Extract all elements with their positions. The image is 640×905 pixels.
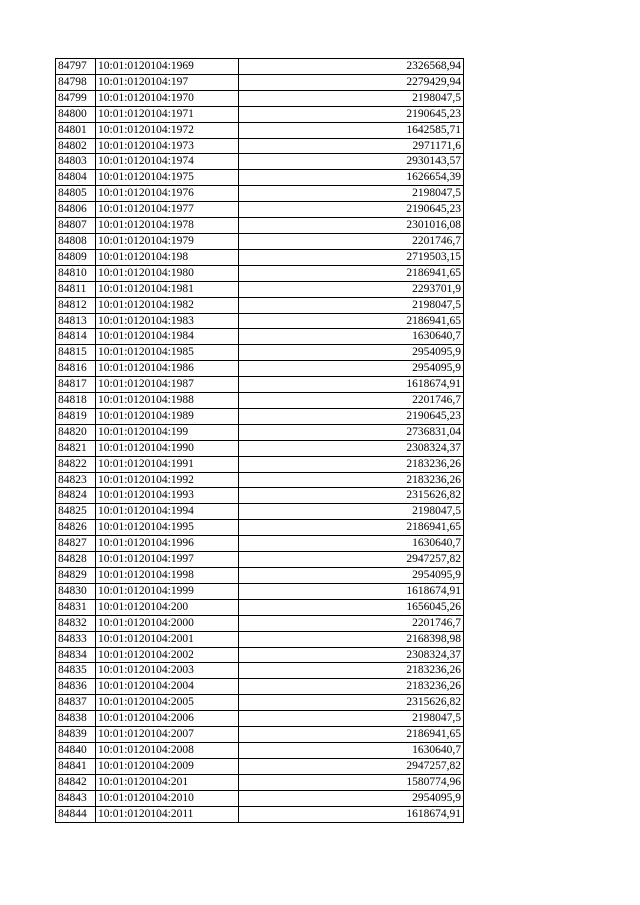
value-cell: 1642585,71	[239, 122, 464, 138]
row-id-cell: 84831	[56, 599, 96, 615]
table-row	[56, 59, 464, 75]
value-cell: 1580774,96	[239, 774, 464, 790]
cadastral-number-cell: 10:01:0120104:200	[96, 599, 239, 615]
table-row	[56, 393, 464, 409]
value-cell: 2198047,5	[239, 711, 464, 727]
cadastral-number-cell: 10:01:0120104:1986	[96, 361, 239, 377]
row-id-cell: 84815	[56, 345, 96, 361]
table-row	[56, 361, 464, 377]
row-id-cell: 84824	[56, 488, 96, 504]
cadastral-number-cell: 10:01:0120104:2010	[96, 790, 239, 806]
row-id-cell: 84818	[56, 393, 96, 409]
value-cell: 1626654,39	[239, 170, 464, 186]
row-id-cell: 84804	[56, 170, 96, 186]
table-row	[56, 711, 464, 727]
row-id-cell: 84816	[56, 361, 96, 377]
value-cell: 2954095,9	[239, 790, 464, 806]
row-id-cell: 84802	[56, 138, 96, 154]
table-row	[56, 281, 464, 297]
row-id-cell: 84803	[56, 154, 96, 170]
cadastral-number-cell: 10:01:0120104:1987	[96, 377, 239, 393]
value-cell: 2947257,82	[239, 552, 464, 568]
cadastral-number-cell: 10:01:0120104:1984	[96, 329, 239, 345]
row-id-cell: 84828	[56, 552, 96, 568]
cadastral-number-cell: 10:01:0120104:2011	[96, 806, 239, 822]
table-row	[56, 647, 464, 663]
table-row	[56, 774, 464, 790]
table-row	[56, 599, 464, 615]
table-row	[56, 106, 464, 122]
cadastral-number-cell: 10:01:0120104:1971	[96, 106, 239, 122]
cadastral-number-cell: 10:01:0120104:1975	[96, 170, 239, 186]
cadastral-number-cell: 10:01:0120104:2005	[96, 695, 239, 711]
row-id-cell: 84822	[56, 456, 96, 472]
row-id-cell: 84843	[56, 790, 96, 806]
row-id-cell: 84823	[56, 472, 96, 488]
value-cell: 2183236,26	[239, 456, 464, 472]
value-cell: 1618674,91	[239, 583, 464, 599]
table-row	[56, 329, 464, 345]
value-cell: 2279429,94	[239, 74, 464, 90]
table-row	[56, 663, 464, 679]
row-id-cell: 84842	[56, 774, 96, 790]
value-cell: 2198047,5	[239, 186, 464, 202]
table-row	[56, 615, 464, 631]
table-body	[56, 59, 464, 823]
row-id-cell: 84825	[56, 504, 96, 520]
cadastral-number-cell: 10:01:0120104:1970	[96, 90, 239, 106]
row-id-cell: 84830	[56, 583, 96, 599]
row-id-cell: 84799	[56, 90, 96, 106]
value-cell: 2190645,23	[239, 106, 464, 122]
value-cell: 2719503,15	[239, 249, 464, 265]
cadastral-number-cell: 10:01:0120104:1983	[96, 313, 239, 329]
row-id-cell: 84810	[56, 265, 96, 281]
value-cell: 2186941,65	[239, 520, 464, 536]
table-row	[56, 806, 464, 822]
row-id-cell: 84839	[56, 727, 96, 743]
value-cell: 2315626,82	[239, 695, 464, 711]
table-row	[56, 74, 464, 90]
cadastral-number-cell: 10:01:0120104:1991	[96, 456, 239, 472]
cadastral-number-cell: 10:01:0120104:1981	[96, 281, 239, 297]
row-id-cell: 84811	[56, 281, 96, 297]
table-row	[56, 297, 464, 313]
cadastral-number-cell: 10:01:0120104:1992	[96, 472, 239, 488]
cadastral-number-cell: 10:01:0120104:1980	[96, 265, 239, 281]
cadastral-number-cell: 10:01:0120104:1990	[96, 440, 239, 456]
cadastral-number-cell: 10:01:0120104:2000	[96, 615, 239, 631]
value-cell: 2308324,37	[239, 440, 464, 456]
value-cell: 2315626,82	[239, 488, 464, 504]
value-cell: 2326568,94	[239, 59, 464, 75]
row-id-cell: 84806	[56, 202, 96, 218]
value-cell: 2301016,08	[239, 218, 464, 234]
cadastral-number-cell: 10:01:0120104:1972	[96, 122, 239, 138]
row-id-cell: 84817	[56, 377, 96, 393]
value-cell: 1656045,26	[239, 599, 464, 615]
table-row	[56, 440, 464, 456]
cadastral-number-cell: 10:01:0120104:1969	[96, 59, 239, 75]
cadastral-number-cell: 10:01:0120104:1989	[96, 408, 239, 424]
cadastral-number-cell: 10:01:0120104:2004	[96, 679, 239, 695]
row-id-cell: 84838	[56, 711, 96, 727]
row-id-cell: 84800	[56, 106, 96, 122]
table-row	[56, 233, 464, 249]
row-id-cell: 84827	[56, 536, 96, 552]
table-row	[56, 202, 464, 218]
table-row	[56, 265, 464, 281]
cadastral-number-cell: 10:01:0120104:2002	[96, 647, 239, 663]
table-row	[56, 170, 464, 186]
row-id-cell: 84819	[56, 408, 96, 424]
cadastral-number-cell: 10:01:0120104:1997	[96, 552, 239, 568]
table-row	[56, 727, 464, 743]
value-cell: 2954095,9	[239, 568, 464, 584]
table-row	[56, 488, 464, 504]
cadastral-number-cell: 10:01:0120104:1977	[96, 202, 239, 218]
table-row	[56, 472, 464, 488]
value-cell: 2293701,9	[239, 281, 464, 297]
cadastral-number-cell: 10:01:0120104:2008	[96, 742, 239, 758]
cadastral-number-cell: 10:01:0120104:1976	[96, 186, 239, 202]
table-row	[56, 345, 464, 361]
table-row	[56, 456, 464, 472]
table-row	[56, 552, 464, 568]
table-row	[56, 790, 464, 806]
cadastral-number-cell: 10:01:0120104:1982	[96, 297, 239, 313]
table-row	[56, 631, 464, 647]
cadastral-number-cell: 10:01:0120104:198	[96, 249, 239, 265]
cadastral-number-cell: 10:01:0120104:1978	[96, 218, 239, 234]
value-cell: 1630640,7	[239, 742, 464, 758]
table-row	[56, 138, 464, 154]
row-id-cell: 84808	[56, 233, 96, 249]
row-id-cell: 84840	[56, 742, 96, 758]
value-cell: 1618674,91	[239, 377, 464, 393]
row-id-cell: 84836	[56, 679, 96, 695]
row-id-cell: 84821	[56, 440, 96, 456]
value-cell: 2186941,65	[239, 313, 464, 329]
cadastral-number-cell: 10:01:0120104:1973	[96, 138, 239, 154]
row-id-cell: 84826	[56, 520, 96, 536]
cadastral-number-cell: 10:01:0120104:1974	[96, 154, 239, 170]
value-cell: 2201746,7	[239, 393, 464, 409]
table-row	[56, 90, 464, 106]
value-cell: 2190645,23	[239, 408, 464, 424]
table-row	[56, 568, 464, 584]
value-cell: 2736831,04	[239, 424, 464, 440]
row-id-cell: 84820	[56, 424, 96, 440]
cadastral-number-cell: 10:01:0120104:201	[96, 774, 239, 790]
row-id-cell: 84805	[56, 186, 96, 202]
cadastral-number-cell: 10:01:0120104:1994	[96, 504, 239, 520]
row-id-cell: 84835	[56, 663, 96, 679]
cadastral-number-cell: 10:01:0120104:2006	[96, 711, 239, 727]
row-id-cell: 84801	[56, 122, 96, 138]
table-row	[56, 249, 464, 265]
row-id-cell: 84812	[56, 297, 96, 313]
row-id-cell: 84807	[56, 218, 96, 234]
value-cell: 1630640,7	[239, 536, 464, 552]
row-id-cell: 84841	[56, 758, 96, 774]
cadastral-number-cell: 10:01:0120104:199	[96, 424, 239, 440]
value-cell: 2186941,65	[239, 727, 464, 743]
cadastral-number-cell: 10:01:0120104:2007	[96, 727, 239, 743]
cadastral-number-cell: 10:01:0120104:1996	[96, 536, 239, 552]
row-id-cell: 84798	[56, 74, 96, 90]
table-row	[56, 504, 464, 520]
cadastral-number-cell: 10:01:0120104:1979	[96, 233, 239, 249]
cadastral-number-cell: 10:01:0120104:2009	[96, 758, 239, 774]
table-row	[56, 122, 464, 138]
table-row	[56, 186, 464, 202]
value-cell: 2201746,7	[239, 233, 464, 249]
value-cell: 2190645,23	[239, 202, 464, 218]
cadastral-number-cell: 10:01:0120104:197	[96, 74, 239, 90]
cadastral-number-cell: 10:01:0120104:1988	[96, 393, 239, 409]
row-id-cell: 84837	[56, 695, 96, 711]
table-row	[56, 408, 464, 424]
row-id-cell: 84813	[56, 313, 96, 329]
row-id-cell: 84814	[56, 329, 96, 345]
value-cell: 2198047,5	[239, 90, 464, 106]
value-cell: 2954095,9	[239, 345, 464, 361]
row-id-cell: 84844	[56, 806, 96, 822]
table-row	[56, 424, 464, 440]
table-row	[56, 520, 464, 536]
row-id-cell: 84809	[56, 249, 96, 265]
value-cell: 2201746,7	[239, 615, 464, 631]
value-cell: 2971171,6	[239, 138, 464, 154]
value-cell: 2308324,37	[239, 647, 464, 663]
value-cell: 2183236,26	[239, 679, 464, 695]
table-row	[56, 377, 464, 393]
value-cell: 2168398,98	[239, 631, 464, 647]
cadastral-number-cell: 10:01:0120104:1998	[96, 568, 239, 584]
value-cell: 2183236,26	[239, 663, 464, 679]
value-cell: 2930143,57	[239, 154, 464, 170]
row-id-cell: 84829	[56, 568, 96, 584]
value-cell: 2947257,82	[239, 758, 464, 774]
table-row	[56, 742, 464, 758]
table-row	[56, 758, 464, 774]
row-id-cell: 84797	[56, 59, 96, 75]
value-cell: 2186941,65	[239, 265, 464, 281]
row-id-cell: 84832	[56, 615, 96, 631]
value-cell: 2954095,9	[239, 361, 464, 377]
table-row	[56, 154, 464, 170]
table-row	[56, 695, 464, 711]
data-table	[55, 58, 464, 823]
value-cell: 1630640,7	[239, 329, 464, 345]
value-cell: 2198047,5	[239, 504, 464, 520]
table-row	[56, 313, 464, 329]
cadastral-number-cell: 10:01:0120104:2003	[96, 663, 239, 679]
row-id-cell: 84834	[56, 647, 96, 663]
cadastral-number-cell: 10:01:0120104:1985	[96, 345, 239, 361]
cadastral-number-cell: 10:01:0120104:1999	[96, 583, 239, 599]
value-cell: 2198047,5	[239, 297, 464, 313]
cadastral-number-cell: 10:01:0120104:1995	[96, 520, 239, 536]
table-row	[56, 536, 464, 552]
cadastral-number-cell: 10:01:0120104:2001	[96, 631, 239, 647]
table-row	[56, 218, 464, 234]
value-cell: 2183236,26	[239, 472, 464, 488]
row-id-cell: 84833	[56, 631, 96, 647]
table-row	[56, 583, 464, 599]
table-row	[56, 679, 464, 695]
value-cell: 1618674,91	[239, 806, 464, 822]
cadastral-number-cell: 10:01:0120104:1993	[96, 488, 239, 504]
